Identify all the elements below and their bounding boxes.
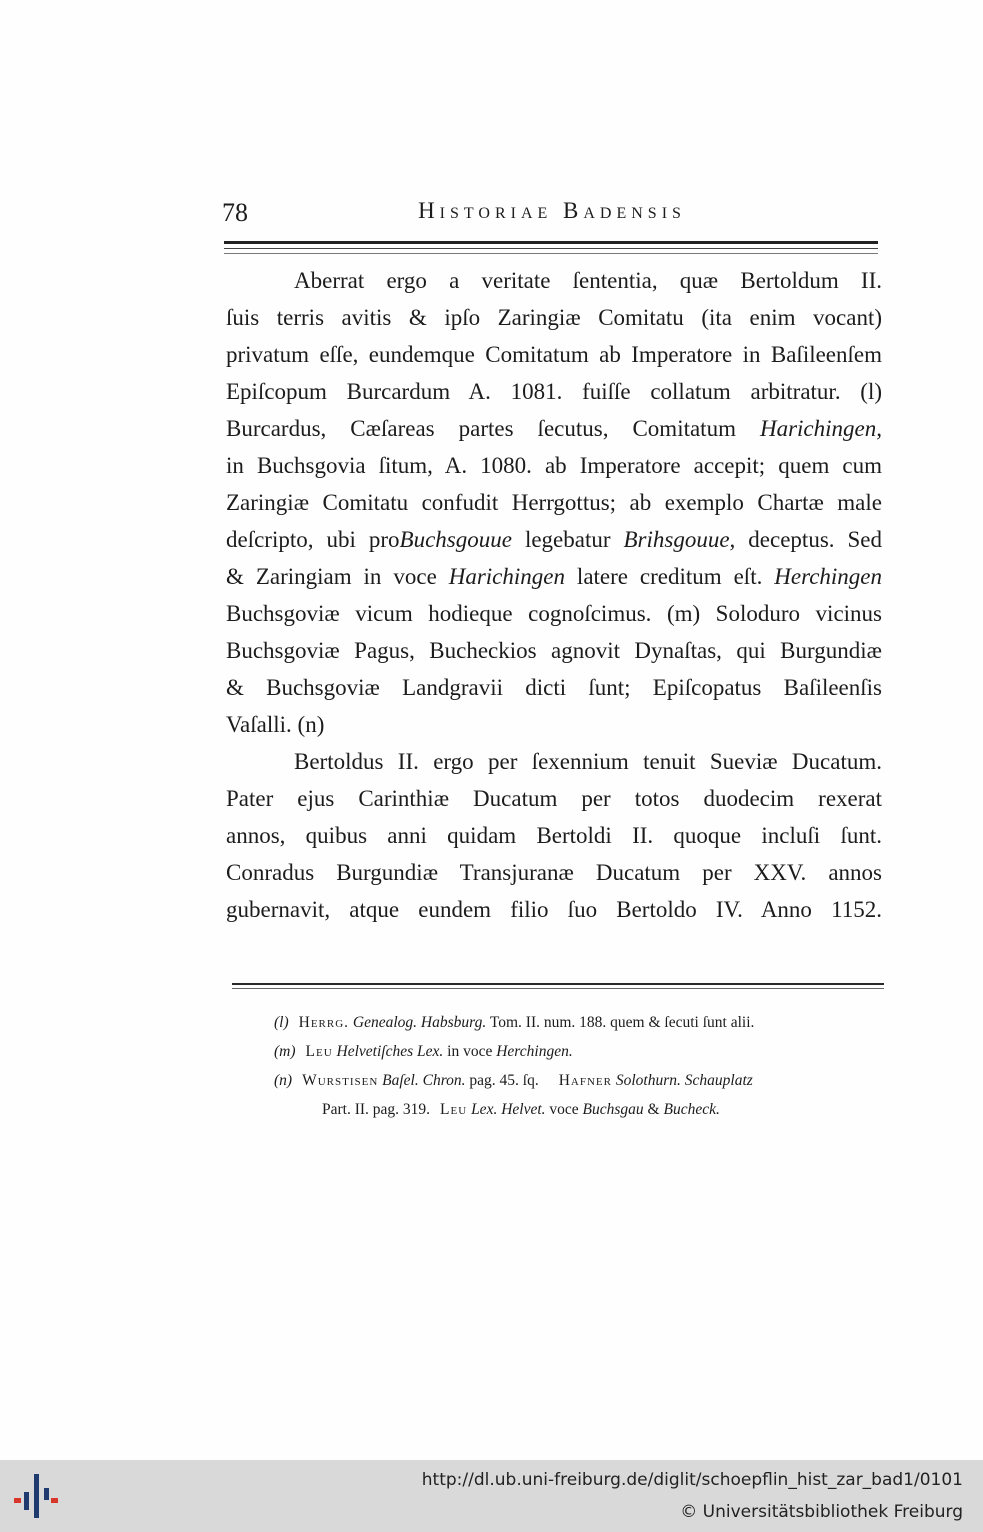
- footnote-place: Herchingen.: [496, 1043, 573, 1060]
- footnote-rule-secondary: [232, 988, 884, 989]
- text-line: Aberrat ergo a veritate ſententia, quæ Bertoldum II.: [294, 268, 882, 293]
- main-text: [226, 262, 882, 928]
- place-name: Harichingen: [448, 564, 565, 589]
- text-line: [226, 558, 882, 595]
- footnote-text: &: [647, 1101, 660, 1118]
- footnote-author: Herrg.: [298, 1014, 350, 1031]
- text-segment: latere creditum eſt.: [565, 564, 763, 589]
- place-name: Buchsgouue: [399, 527, 512, 552]
- text-line: [226, 521, 882, 558]
- header-rule-secondary: [224, 248, 878, 249]
- text-line: Epiſcopum Burcardum A. 1081. fuiſſe collatum arbitratur. (l): [226, 379, 882, 404]
- place-name: Brihsgouue,: [623, 527, 736, 552]
- text-segment: legebatur: [511, 527, 624, 552]
- text-line: in Buchsgovia ſitum, A. 1080. ab Imperatore accepit; quem cum: [226, 453, 882, 478]
- footnote-text: Part. II. pag. 319.: [322, 1101, 431, 1118]
- text-line: Pater ejus Carinthiæ Ducatum per totos duodecim rexerat: [226, 786, 882, 811]
- footnote-author: Leu: [305, 1043, 333, 1060]
- text-line: gubernavit, atque eundem filio ſuo Bertoldo IV. Anno 1152.: [226, 897, 882, 922]
- footnote-work: Baſel. Chron.: [382, 1072, 466, 1089]
- text-segment: & Zaringiam in voce: [226, 564, 437, 589]
- place-name: Herchingen: [774, 564, 882, 589]
- footnotes: [274, 1008, 886, 1124]
- footnote-l: [274, 1008, 886, 1037]
- viewer-footer: [0, 1460, 983, 1532]
- text-line: Buchsgoviæ vicum hodieque cognoſcimus. (m) Soloduro vicinus: [226, 601, 882, 626]
- header-rule-tertiary: [224, 253, 878, 254]
- library-logo-icon: [12, 1470, 60, 1522]
- footnote-m: [274, 1037, 886, 1066]
- text-segment: deceptus. Sed: [735, 527, 882, 552]
- footnote-work: Solothurn. Schauplatz: [615, 1072, 753, 1089]
- footnote-work: Helvetiſches Lex.: [336, 1043, 444, 1060]
- text-line: Bertoldus II. ergo per ſexennium tenuit Sueviæ Ducatum.: [294, 749, 882, 774]
- text-line: ſuis terris avitis & ipſo Zaringiæ Comitatu (ita enim vocant): [226, 305, 882, 330]
- text-line: Vaſalli. (n): [226, 712, 325, 737]
- footnote-author: Hafner: [558, 1072, 612, 1089]
- text-line: privatum eſſe, eundemque Comitatum ab Imperatore in Baſileenſem: [226, 342, 882, 367]
- footnote-n: [274, 1066, 886, 1095]
- footnote-text: in voce: [447, 1043, 493, 1060]
- footnote-place: Bucheck.: [663, 1101, 720, 1118]
- footnote-rule: [232, 983, 884, 985]
- footnote-mark: (l): [274, 1014, 289, 1031]
- footnote-text: pag. 45. ſq.: [469, 1072, 539, 1089]
- footnote-work: Lex. Helvet.: [471, 1101, 546, 1118]
- text-line: annos, quibus anni quidam Bertoldi II. quoque incluſi ſunt.: [226, 823, 882, 848]
- page-url-link[interactable]: http://dl.ub.uni-freiburg.de/diglit/schoepflin_hist_zar_bad1/0101: [421, 1470, 963, 1490]
- footnote-author: Leu: [440, 1101, 468, 1118]
- page-number: 78: [222, 198, 248, 227]
- text-line: Buchsgoviæ Pagus, Bucheckios agnovit Dynaſtas, qui Burgundiæ: [226, 638, 882, 663]
- header-rule: [224, 241, 878, 244]
- text-segment: deſcripto, ubi pro: [226, 527, 400, 552]
- footnote-n-continued: [274, 1095, 886, 1124]
- footnote-mark: (m): [274, 1043, 296, 1060]
- footnote-text: Tom. II. num. 188. quem & ſecuti ſunt alii.: [489, 1014, 755, 1031]
- text-line: [226, 410, 882, 447]
- footnote-work: Genealog. Habsburg.: [352, 1014, 487, 1031]
- footnote-text: voce: [549, 1101, 579, 1118]
- text-line: & Buchsgoviæ Landgravii dicti ſunt; Epiſcopatus Baſileenſis: [226, 675, 882, 700]
- copyright-notice: © Universitätsbibliothek Freiburg: [680, 1502, 963, 1522]
- text-line: Zaringiæ Comitatu confudit Herrgottus; ab exemplo Chartæ male: [226, 490, 882, 515]
- text-segment: Burcardus, Cæſareas partes ſecutus, Comitatum: [226, 416, 736, 441]
- place-name: Harichingen,: [759, 416, 882, 441]
- running-title: Historiae Badensis: [418, 198, 686, 223]
- footnote-author: Wurstisen: [302, 1072, 379, 1089]
- text-line: Conradus Burgundiæ Transjuranæ Ducatum per XXV. annos: [226, 860, 882, 885]
- footnote-mark: (n): [274, 1072, 293, 1089]
- page-header: [222, 198, 882, 232]
- footnote-place: Buchsgau: [582, 1101, 644, 1118]
